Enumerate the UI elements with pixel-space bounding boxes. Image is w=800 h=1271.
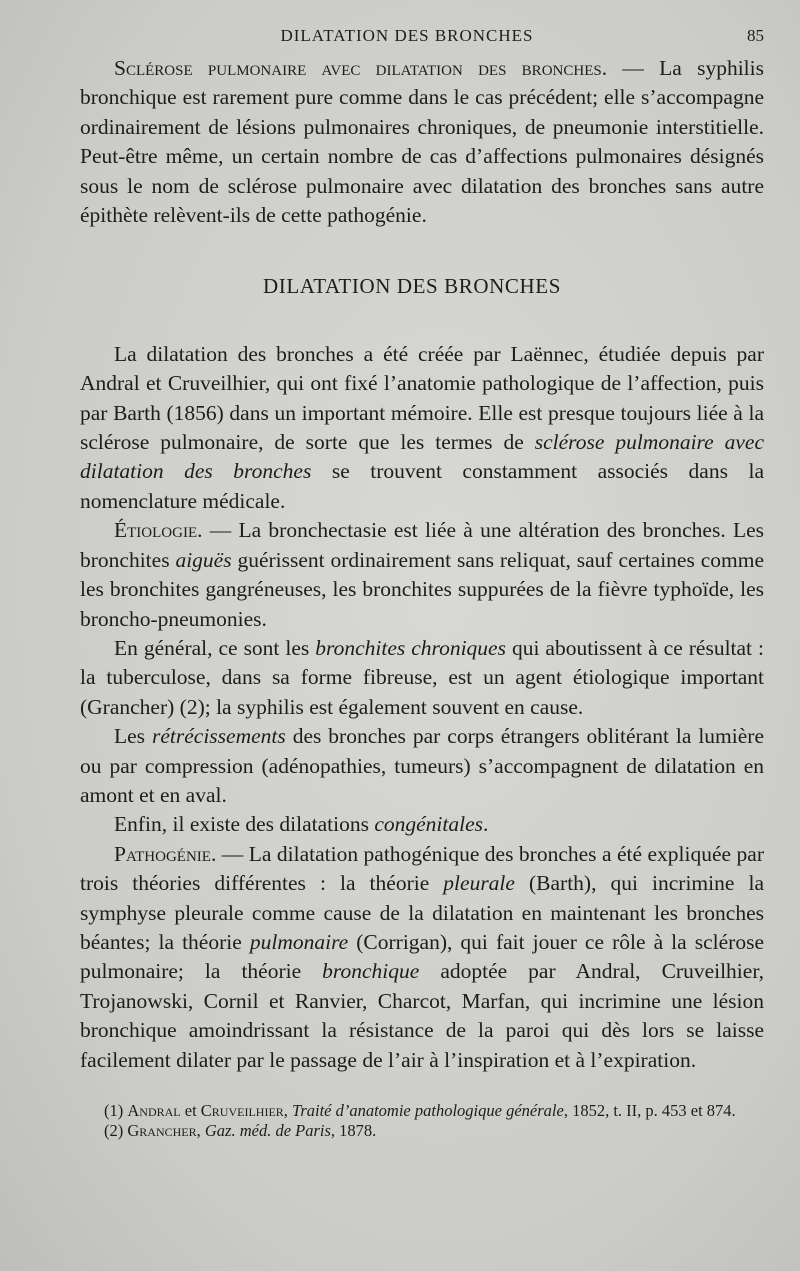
page-number: 85	[747, 26, 764, 45]
footnote-title: Traité d’anatomie pathologique générale	[292, 1101, 564, 1120]
pathogenie-heading: Pathogénie.	[114, 841, 217, 866]
footnote-title: Gaz. méd. de Paris	[204, 1121, 331, 1140]
running-title: DILATATION DES BRONCHES	[280, 26, 534, 45]
paragraph-text: Enfin, il existe des dilatations	[114, 812, 375, 837]
emphasis-text: pleurale	[443, 871, 515, 896]
paragraph-text: adoptée par Andral, Cruveilhier, Trojanowski, Cornil et Ranvier, Charcot, Marfan, qui incrimine une lésion bronchique amoindrissant la résistance de la paroi qui dès lors se laisse facilement dilater par le passage de l’air à l’inspiration et à l’expiration.	[80, 959, 764, 1072]
body-text	[80, 54, 764, 1075]
paragraph-general	[80, 634, 764, 722]
paragraph-etiologie	[80, 516, 764, 634]
paragraph-text: se trouvent constamment associés dans la nomenclature médicale.	[80, 459, 764, 513]
running-header	[80, 26, 764, 54]
emphasis-text: congénitales	[374, 812, 484, 837]
footnote-author: Andral	[127, 1101, 181, 1120]
footnote-1	[80, 1101, 764, 1121]
paragraph-text: — La dilatation pathogénique des bronches a été expliquée par trois théories différentes : la théorie	[80, 841, 764, 896]
footnote-text: ,	[283, 1101, 293, 1120]
paragraph-text: guérissent ordinairement sans reliquat, sauf certaines comme les bronchites gangréneuses, les bronchites suppurées de la fièvre typhoïde, les broncho-pneumonies.	[80, 547, 764, 631]
intro-paragraph	[80, 54, 764, 230]
emphasis-text: aiguës	[175, 547, 232, 572]
paragraph-text: La dilatation des bronches a été créée par Laënnec, étudiée depuis par Andral et Cruveilhier, qui ont fixé l’anatomie pathologique de l’affection, puis par Barth (1856) dans un important mémoire. Elle est presque toujours liée à la sclérose pulmonaire, de sorte que les termes de	[80, 341, 764, 455]
emphasis-text: bronchique	[322, 959, 420, 984]
footnote-text: , 1878.	[330, 1121, 377, 1140]
intro-heading: Sclérose pulmonaire avec dilatation des bronches.	[114, 56, 608, 80]
footnote-marker: (2)	[104, 1121, 128, 1140]
paragraph-text: (Barth), qui incrimine la symphyse pleurale comme cause de la dilatation en maintenant les bronches béantes; la théorie	[80, 871, 764, 954]
footnote-marker: (1)	[104, 1101, 128, 1120]
emphasis-text: pulmonaire	[249, 929, 349, 954]
paragraph-text: qui aboutissent à ce résultat : la tuberculose, dans sa forme fibreuse, est un agent étiologique important (Grancher) (2); la syphilis est également souvent en cause.	[80, 635, 764, 719]
footnote-author: Cruveilhier	[200, 1101, 284, 1120]
etiologie-heading: Étiologie.	[114, 518, 203, 543]
paragraph-text: — La bronchectasie est liée à une altération des bronches. Les bronchites	[80, 518, 764, 572]
paragraph-text: En général, ce sont les	[114, 635, 316, 660]
paragraph-retrecissements	[80, 722, 764, 810]
emphasis-text: rétrécissements	[152, 724, 286, 749]
footnote-text: ,	[196, 1121, 205, 1140]
paragraph-text: (Corrigan), qui fait jouer ce rôle à la sclérose pulmonaire; la théorie	[80, 929, 764, 984]
emphasis-text: sclérose pulmonaire avec dilatation des bronches	[80, 430, 764, 484]
intro-text: — La syphilis bronchique est rarement pure comme dans le cas précédent; elle s’accompagne ordinairement de lésions pulmonaires chroniques, de pneumonie interstitielle. Peut-être même, un certain nombre de cas d’affections pulmonaires désignés sous le nom de sclérose pulmonaire avec dilatation des bronches sans autre épithète relèvent-ils de cette pathogénie.	[80, 56, 764, 228]
footnote-author: Grancher	[127, 1121, 197, 1140]
footnote-text: et	[180, 1101, 201, 1120]
paragraph-history	[80, 340, 764, 516]
paragraph-pathogenie	[80, 840, 764, 1075]
emphasis-text: bronchites chroniques	[315, 635, 506, 660]
paragraph-text: des bronches par corps étrangers oblitérant la lumière ou par compression (adénopathies, tumeurs) s’accompagnent de dilatation en amont et en aval.	[80, 724, 764, 807]
paragraph-text: .	[483, 812, 489, 837]
section-title: DILATATION DES BRONCHES	[263, 274, 561, 299]
footnotes	[80, 1101, 764, 1141]
footnote-2	[80, 1121, 764, 1141]
paragraph-text: Les	[114, 724, 152, 749]
footnote-text: , 1852, t. II, p. 453 et 874.	[563, 1101, 736, 1120]
paragraph-enfin	[80, 810, 764, 839]
